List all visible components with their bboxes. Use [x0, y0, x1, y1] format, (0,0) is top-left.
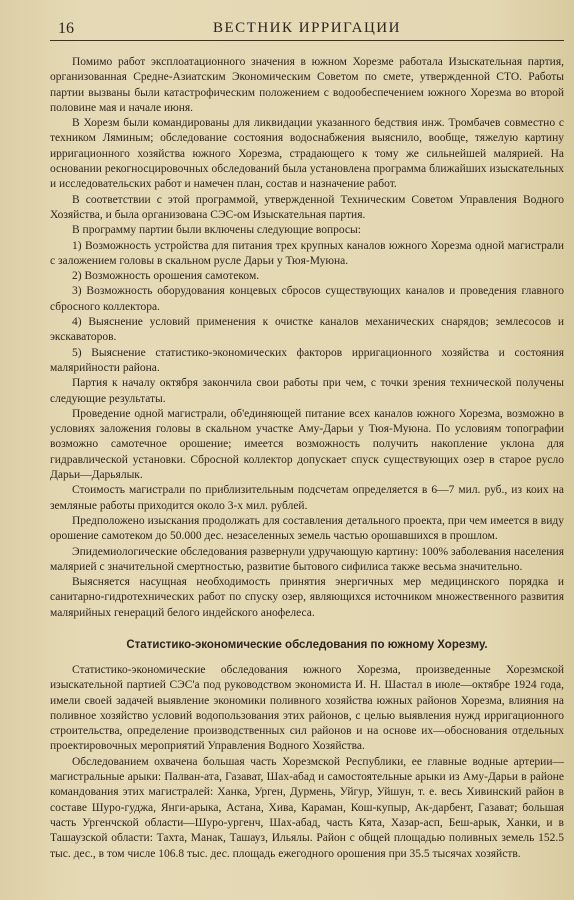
- paragraph: Стоимость магистрали по приблизительным подсчетам определяется в 6—7 мил. руб., из коих на земляные работы приходится около 3-х мил. рублей.: [50, 484, 564, 512]
- paragraph: Проведение одной магистрали, об'единяющей питание всех каналов южного Хорезма, возможно в условиях заложения головы в скальном участке Аму-Дарьи у Тюя-Муюна. По условиям топографии возможно самотечное орошение; имеется возможность получить накопление уклона для гидравлической установки. Сбросной коллектор допускает спуск существующих озер в старое русло Дарьи—Дарьялык.: [50, 407, 564, 482]
- paragraph: В соответствии с этой программой, утвержденной Техническим Советом Управления Водного Хозяйства, и была организована СЭС-ом Изыскательная партия.: [50, 193, 564, 221]
- paragraph: Обследованием охвачена большая часть Хорезмской Республики, ее главные водные артерии—магистральные арыки: Палван-ата, Газават, Шах-абад и самостоятельные арыки из Аму-Дарьи в районе командования этих магистралей: Ханка, Урген, Дурмень, Уйгур, Уйшун, т. е. весь Хивинский район в составе Шуро-гуджа, Янги-арыка, Астана, Хива, Караман, Кош-купыр, Ак-дарбент, Газават; большая часть Ургенчской области—Шуро-ургенч, Шах-абад, часть Кята, Хазар-асп, Беш-арык, Ханки, и в Ташаузской области: Тахта, Манак, Ташауз, Ильялы. Район с общей площадью поливных земель 152.5 тыс. дес., в том числе 106.8 тыс. дес. площадь ежегодного орошения при 35.5 тысячах хозяйств.: [50, 755, 564, 860]
- paragraph: Предположено изыскания продолжать для составления детального проекта, при чем имеется в виду орошение самотеком до 50.000 дес. незаселенных земель частью орошавшихся в прошлом.: [50, 514, 564, 543]
- list-item: 2) Возможность орошения самотеком.: [72, 270, 260, 283]
- list-item: 4) Выяснение условий применения к очистке каналов механических снарядов; землесосов и экскаваторов.: [50, 316, 564, 344]
- paragraph: Выясняется насущная необходимость принятия энергичных мер медицинского порядка и санитарно-гидротехнических работ по спуску озер, являющихся источником множественного развития малярийных генераций белого индейского анофелеса.: [50, 576, 564, 619]
- running-head: [50, 18, 564, 41]
- paragraph: Партия к началу октября закончила свои работы при чем, с точки зрения технической получены следующие результаты.: [50, 377, 564, 405]
- journal-title: ВЕСТНИК ИРРИГАЦИИ: [213, 20, 401, 36]
- paragraph: В программу партии были включены следующие вопросы:: [72, 224, 361, 237]
- page-number: 16: [58, 20, 74, 37]
- body-text: [50, 55, 564, 862]
- list-item: 1) Возможность устройства для питания трех крупных каналов южного Хорезма одной магистрали с заложением головы в скальном русле Дарьи у Тюя-Муюна.: [50, 239, 564, 267]
- list-item: 3) Возможность оборудования концевых сбросов существующих каналов и проведения главного сбросного коллектора.: [50, 285, 564, 313]
- list-item: 5) Выяснение статистико-экономических факторов ирригационного хозяйства и состояния малярийности района.: [50, 346, 564, 374]
- paragraph: Помимо работ эксплоатационного значения в южном Хорезме работала Изыскательная партия, организованная Средне-Азиатским Экономическим Советом по смете, утвержденной СТО. Работы партии вызваны были катастрофическим положением с водообеспечением южного Хорезма во второй половине мая и начале июня.: [50, 56, 564, 114]
- paragraph: В Хорезм были командированы для ликвидации указанного бедствия инж. Тромбачев совместно с техником Ляминым; обследование состояния водоснабжения выяснило, вообще, тяжелую картину ирригационного хозяйства южного Хорезма, страдающего к тому же сильнейшей малярией. На основании рекогносцировочных обследований была установлена программа ближайших изыскательных и исследовательских работ и намечен план, состав и назначение работ.: [50, 117, 564, 191]
- section-title: Статистико-экономические обследования по южному Хорезму.: [126, 638, 488, 651]
- paragraph: Эпидемиологические обследования развернули удручающую картину: 100% заболевания населения малярией с значительной смертностью, развитие бытового сифилиса также весьма значительно.: [50, 545, 564, 573]
- paragraph: Статистико-экономические обследования южного Хорезма, произведенные Хорезмской изыскательной партией СЭС'а под руководством экономиста И. Н. Шастал в июле—октябре 1924 года, имели своей задачей выявление экономики поливного хозяйства южных районов Хорезма, влияния на поливное хозяйство условий водопользования этих районов, с целью выявления нужд ирригационного строительства, определение производственных сил районов и на основе их—обоснования отдельных проектировочных мероприятий Управления Водного Хозяйства.: [50, 663, 564, 753]
